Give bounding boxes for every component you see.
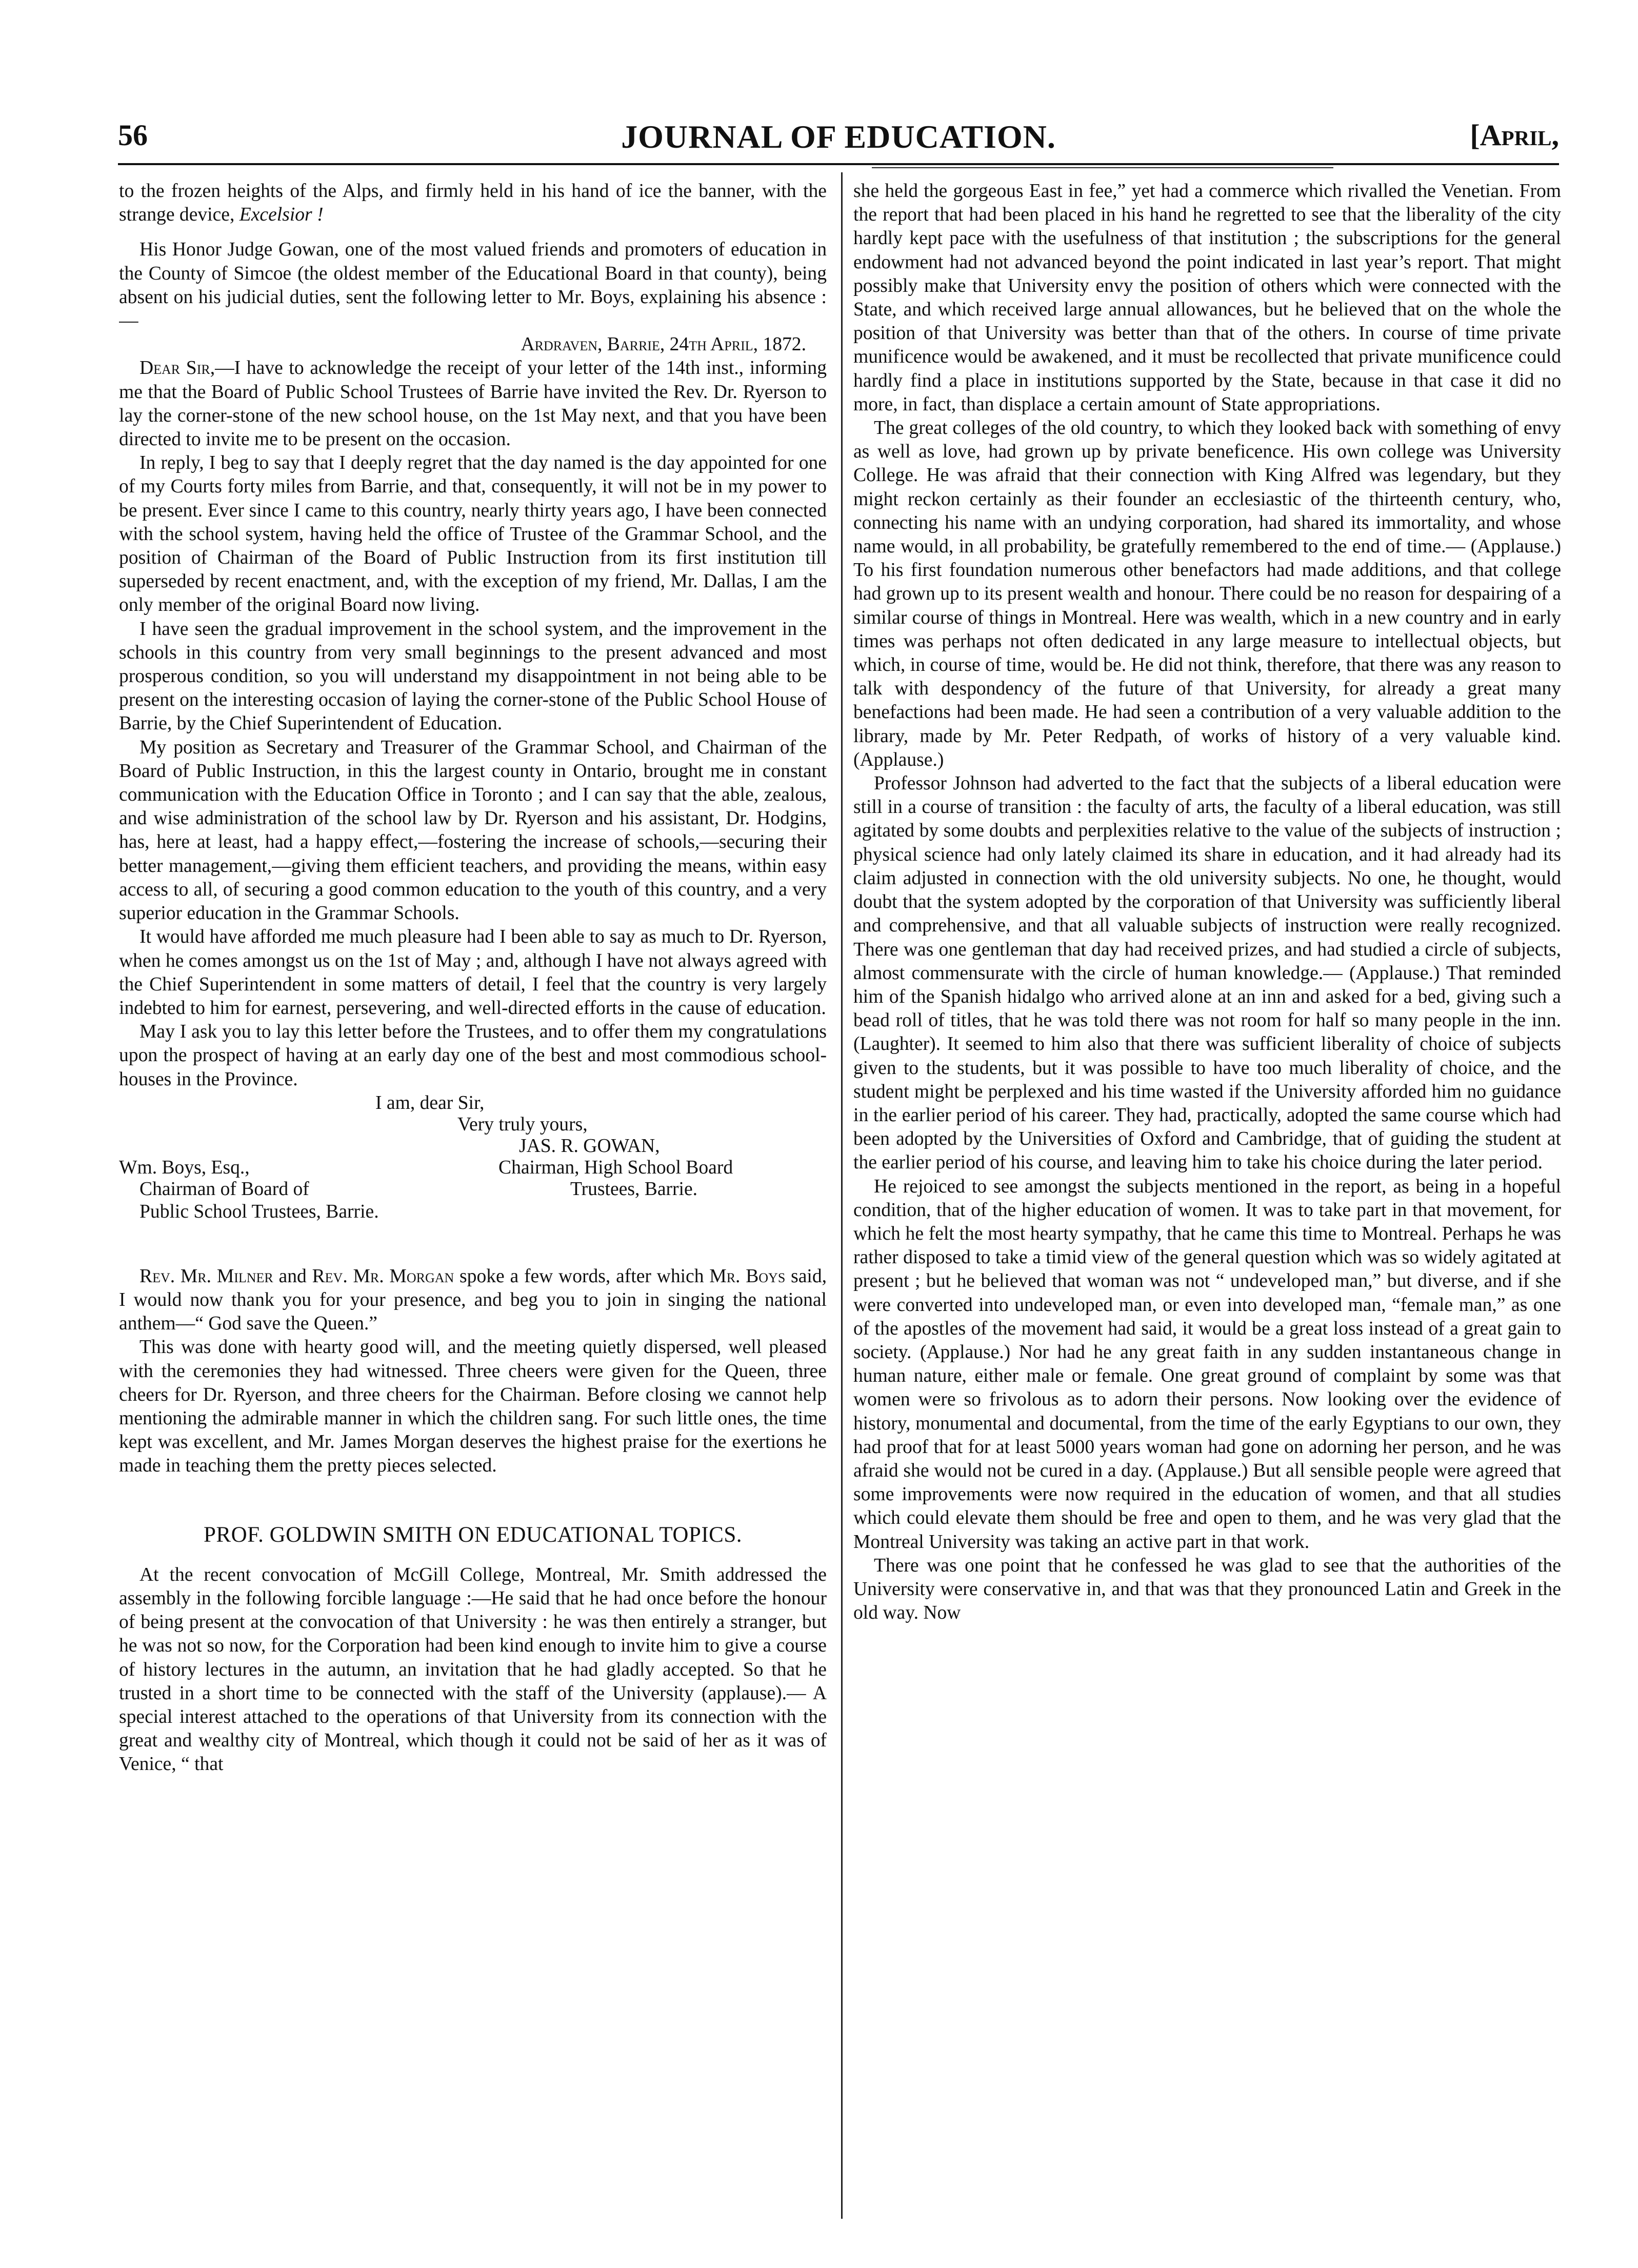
closing-line: Very truly yours, xyxy=(457,1113,588,1135)
address-line: Wm. Boys, Esq., xyxy=(119,1157,250,1178)
paragraph-text: said, I would now thank you for your presence, and beg you to join in singing the national anthem—“ God save the Queen.” xyxy=(119,1265,827,1335)
paragraph xyxy=(119,1265,827,1336)
speaker-name: Rev. Mr. Milner xyxy=(139,1265,273,1287)
letter-salutation: Dear Sir, xyxy=(139,357,215,379)
paragraph: There was one point that he confessed he was glad to see that the authorities of the University were conservative in, and that was that they pronounced Latin and Greek in the old way. Now xyxy=(853,1555,1561,1624)
paragraph: she held the gorgeous East in fee,” yet had a commerce which rivalled the Venetian. From the report that had been placed in his hand he regretted to see that the liberality of the city hardly kept pace with the usefulness of that institution ; the subscriptions for the general endowment had not advanced beyond the point indicated in last year’s report. That might possibly make that University envy the position of others which were connected with the State, and which received large annual allowances, but he believed that on the whole the position of that University was better than that of the others. In course of time private munificence would be awakened, and it must be recollected that private munificence could hardly find a place in institutions supported by the State, because in that case it did no more, in fact, than displace a certain amount of State appropriations. xyxy=(853,181,1561,415)
paragraph-text: and xyxy=(273,1265,312,1287)
section-heading: PROF. GOLDWIN SMITH ON EDUCATIONAL TOPICS. xyxy=(204,1522,742,1547)
paragraph: In reply, I beg to say that I deeply regret that the day named is the day appointed for one of my Courts forty miles from Barrie, and that, consequently, it will not be in my power to be present. Ever since I came to this country, nearly thirty years ago, I have been connected with the school system, having held the office of Trustee of the Grammar School, and the position of Chairman of the Board of Public Instruction from its first institution till superseded by recent enactment, and, with the exception of my friend, Mr. Dallas, I am the only member of the original Board now living. xyxy=(119,452,827,616)
address-line: Public School Trustees, Barrie. xyxy=(139,1201,379,1222)
speaker-name: Mr. Boys xyxy=(709,1265,786,1287)
paragraph: He rejoiced to see amongst the subjects mentioned in the report, as being in a hopeful condition, that of the higher education of women. It was to take part in that movement, for which he felt the most hearty sympathy, that he came this time to Montreal. Perhaps he was rather disposed to take a timid view of the general question which was so widely agitated at present ; but he believed that woman was not “ undeveloped man,” but diverse, and if she were converted into undeveloped man, or even into developed man, “female man,” as one of the apostles of the movement had said, it would be a great loss instead of a great gain to society. (Applause.) Nor had he any great faith in any sudden instantaneous change in human nature, either male or female. One great ground of complaint by some was that women were so frivolous as to adorn their persons. Now looking over the evidence of history, monumental and documental, from the time of the early Egyptians to our own, they had proof that for at least 5000 years woman had gone on adorning her person, and he was afraid she would not be cured in a day. (Applause.) But all sensible people were agreed that some improvements were now required in the education of women, and that all studies which could elevate them should be free and open to them, and he was very glad that the Montreal University was taking an active part in that work. xyxy=(853,1176,1561,1553)
signature-name: JAS. R. GOWAN, xyxy=(519,1135,660,1157)
page-header xyxy=(118,118,1559,162)
header-month: [April, xyxy=(1470,118,1559,152)
page-number: 56 xyxy=(118,118,148,152)
closing-line: I am, dear Sir, xyxy=(375,1092,485,1113)
column-separator xyxy=(841,172,843,2219)
letter-dateline: Ardraven, Barrie, 24th April, 1872. xyxy=(521,334,806,355)
paragraph-text: to the frozen heights of the Alps, and firmly held in his hand of ice the banner, with the strange device, xyxy=(119,181,827,226)
paragraph: Professor Johnson had adverted to the fact that the subjects of a liberal education were still in a course of transition : the faculty of arts, the faculty of a liberal education, was still agitated by some doubts and perplexities relative to the value of the subjects of instruction ; physical science had only lately claimed its share in education, and it had already had its claim adjusted in connection with the old university subjects. No one, he thought, would doubt that the system adopted by the corporation of that University was sufficiently liberal and comprehensive, and that all valuable subjects of instruction were really recognized. There was one gentleman that day had received prizes, and had studied a circle of subjects, almost commensurate with the circle of human knowledge.— (Applause.) That reminded him of the Spanish hidalgo who arrived alone at an inn and asked for a bed, giving such a bead roll of titles, that he was told there was not room for half so many people in the inn. (Laughter). It seemed to him also that there was sufficient liberality of choice of subjects given to the students, but it was possible to have too much liberality of choice, and the student might be perplexed and his time wasted if the University afforded him no guidance in the earlier period of his career. They had, practically, adopted the same course which had been adopted by the Universities of Oxford and Cambridge, that of guiding the student at the earlier period of his course, and leaving him to take his choice during the later period. xyxy=(853,773,1561,1173)
signature-title: Chairman, High School Board xyxy=(498,1157,733,1178)
paragraph-text: spoke a few words, after which xyxy=(454,1265,710,1287)
address-line: Chairman of Board of xyxy=(139,1178,309,1200)
header-rule-secondary xyxy=(872,167,1333,168)
paragraph-text: —I have to acknowledge the receipt of your letter of the 14th inst., informing me that the Board of Public School Trustees of Barrie have invited the Rev. Dr. Ryerson to lay the corner-stone of the new school house, on the 1st May next, and that you have been directed to invite me to be present on the occasion. xyxy=(119,357,827,450)
letter-signature-block xyxy=(119,1091,827,1265)
paragraph: I have seen the gradual improvement in the school system, and the improvement in the schools in this country from very small beginnings to the present advanced and most prosperous condition, so you will understand my disappointment in not being able to be present on the interesting occasion of laying the corner-stone of the Public School House of Barrie, by the Chief Superintendent of Education. xyxy=(119,618,827,734)
paragraph: It would have afforded me much pleasure had I been able to say as much to Dr. Ryerson, when he comes amongst us on the 1st of May ; and, although I have not always agreed with the Chief Superintendent in some matters of detail, I feel that the country is very largely indebted to him for earnest, persevering, and well-directed efforts in the cause of education. xyxy=(119,926,827,1019)
paragraph xyxy=(119,356,827,451)
right-column xyxy=(853,180,1561,2221)
journal-title: JOURNAL OF EDUCATION. xyxy=(621,118,1056,155)
signature-title: Trustees, Barrie. xyxy=(570,1178,698,1200)
paragraph: May I ask you to lay this letter before the Trustees, and to offer them my congratulations upon the prospect of having at an early day one of the best and most commodious school-houses in the Province. xyxy=(119,1021,827,1090)
paragraph xyxy=(119,180,827,227)
paragraph: His Honor Judge Gowan, one of the most valued friends and promoters of education in the County of Simcoe (the oldest member of the Educational Board in that county), being absent on his judicial duties, sent the following letter to Mr. Boys, explaining his absence :— xyxy=(119,239,827,332)
speaker-name: Rev. Mr. Morgan xyxy=(312,1265,454,1287)
emphasis-text: Excelsior ! xyxy=(239,204,324,226)
paragraph: This was done with hearty good will, and the meeting quietly dispersed, well pleased with the ceremonies they had witnessed. Three cheers were given for the Queen, three cheers for Dr. Ryerson, and three cheers for the Chairman. Before closing we cannot help mentioning the admirable manner in which the children sang. For such little ones, the time kept was excellent, and Mr. James Morgan deserves the highest praise for the exertions he made in teaching them the pretty pieces selected. xyxy=(119,1337,827,1477)
header-rule xyxy=(118,163,1559,165)
paragraph: The great colleges of the old country, to which they looked back with something of envy as well as love, had grown up by private beneficence. His own college was University College. He was afraid that their connection with King Alfred was legendary, but they might reckon certainly as their founder an ecclesiastic of the thirteenth century, who, connecting his name with an undying corporation, had shared its immortality, and whose name would, in all probability, be gratefully remembered to the end of time.— (Applause.) To his first foundation numerous other benefactors had made additions, and that college had grown up to its present wealth and honour. There could be no reason for despairing of a similar course of things in Montreal. Here was wealth, which in a new country and in early times was perhaps not often dedicated in any large measure to intellectual objects, but which, in course of time, would be. He did not think, therefore, that there was any reason to talk with despondency of the future of that University, for already a great many benefactions had been made. He had seen a contribution of a very valuable addition to the library, made by Mr. Peter Redpath, of works of history of a very valuable kind. (Applause.) xyxy=(853,417,1561,770)
left-column xyxy=(119,180,827,2221)
paragraph: At the recent convocation of McGill College, Montreal, Mr. Smith addressed the assembly in the following forcible language :—He said that he had once before the honour of being present at the convocation of that University : he was then entirely a stranger, but he was not so now, for the Corporation had been kind enough to invite him to give a course of history lectures in the autumn, an invitation that he had gladly accepted. So that he trusted in a short time to be connected with the staff of the University (applause).— A special interest attached to the operations of that University from its connection with the great and wealthy city of Montreal, which though it could not be said of her as it was of Venice, “ that xyxy=(119,1564,827,1775)
paragraph: My position as Secretary and Treasurer of the Grammar School, and Chairman of the Board of Public Instruction, in this the largest county in Ontario, brought me in constant communication with the Education Office in Toronto ; and I can say that the able, zealous, and wise administration of the school law by Dr. Ryerson and his assistant, Dr. Hodgins, has, here at least, had a happy effect,—fostering the increase of schools,—securing their better management,—giving them efficient teachers, and providing the means, within easy access to all, of securing a good common education to the youth of this country, and a very superior education in the Grammar Schools. xyxy=(119,737,827,924)
